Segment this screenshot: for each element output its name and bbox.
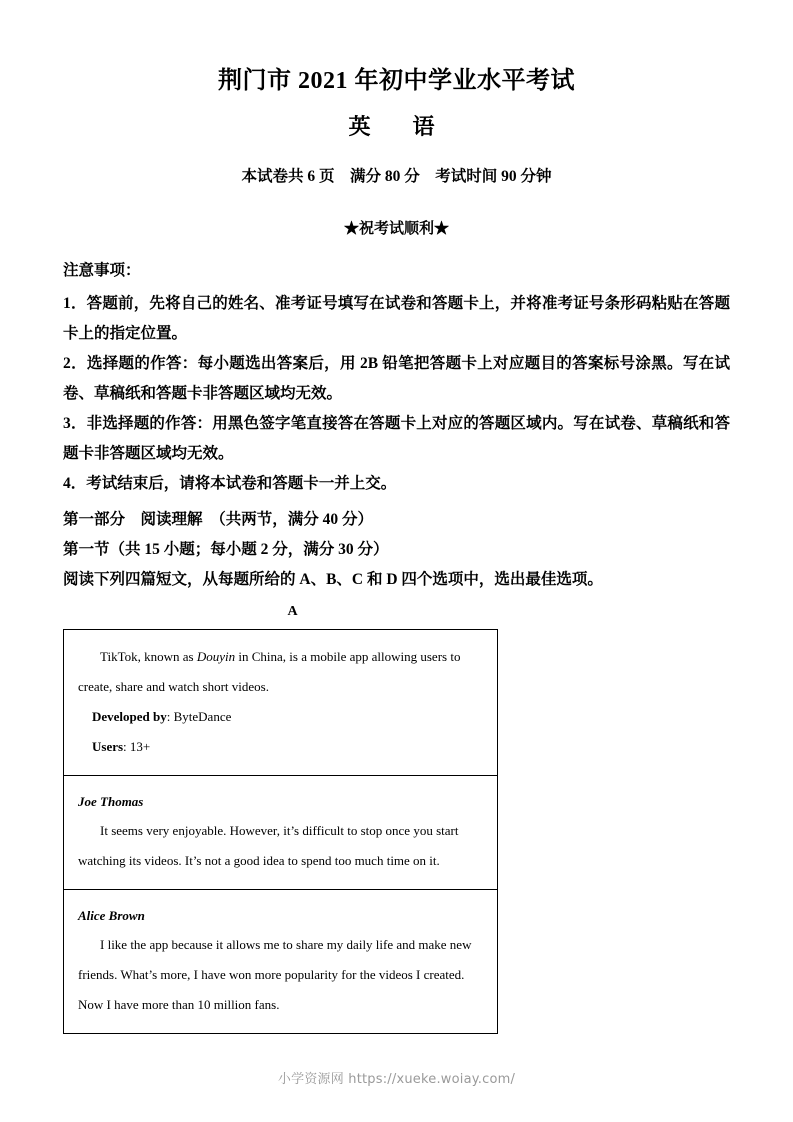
developed-by-field <box>78 702 483 732</box>
part-one-section <box>63 499 730 595</box>
section-one-heading: 第一节（共 15 小题；每小题 2 分，满分 30 分） <box>63 541 389 558</box>
reading-instruction: 阅读下列四篇短文，从每题所给的 A、B、C 和 D 四个选项中，选出最佳选项。 <box>63 571 603 588</box>
commenter-name-alice-brown: Alice Brown <box>78 908 145 923</box>
notice-item-2: 2．选择题的作答：每小题选出答案后，用 2B 铅笔把答题卡上对应题目的答案标号涂黑。写在试卷、草稿纸和答题卡非答题区域均无效。 <box>63 355 730 402</box>
notice-item-4: 4．考试结束后，请将本试卷和答题卡一并上交。 <box>63 475 397 492</box>
passage-a-box <box>63 629 498 1034</box>
passage-a-intro-text <box>78 642 483 702</box>
subject-title: 英 语 <box>348 114 445 139</box>
comment-text-alice-brown: I like the app because it allows me to share my daily life and make new friends. What’s more, I have won more popularity for the videos I created. Now I have more than 10 million fans. <box>78 937 472 1012</box>
users-value: : 13+ <box>123 739 151 754</box>
passage-a-comment-cell-2 <box>64 889 497 1033</box>
notice-item-3: 3．非选择题的作答：用黑色签字笔直接答在答题卡上对应的答题区域内。写在试卷、草稿纸和答题卡非答题区域均无效。 <box>63 415 730 462</box>
passage-a-intro-cell <box>64 630 497 775</box>
notice-heading: 注意事项： <box>63 262 141 279</box>
users-field <box>78 732 483 762</box>
notice-section <box>63 240 730 499</box>
exam-meta-line: 本试卷共 6 页 满分 80 分 考试时间 90 分钟 <box>241 168 552 185</box>
developed-by-value: : ByteDance <box>166 709 232 724</box>
notice-item-1: 1．答题前，先将自己的姓名、准考证号填写在试卷和答题卡上，并将准考证号条形码粘贴在答题卡上的指定位置。 <box>63 295 730 342</box>
page-title: 荆门市 2021 年初中学业水平考试 <box>218 68 575 94</box>
passage-label-a: A <box>287 604 298 619</box>
good-luck-line: ★祝考试顺利★ <box>343 221 449 237</box>
footer-watermark: 小学资源网 https://xueke.woiay.com/ <box>277 1072 516 1087</box>
part-one-heading: 第一部分 阅读理解 （共两节，满分 40 分） <box>63 511 374 528</box>
developed-by-label: Developed by <box>92 709 167 724</box>
intro-text-after-italic: in China, is a mobile app allowing users to create, share and watch short videos. <box>78 649 461 694</box>
users-label: Users <box>92 739 124 754</box>
intro-text-before-italic: TikTok, known as <box>100 649 197 664</box>
douyin-italic-term: Douyin <box>196 649 236 664</box>
comment-text-joe-thomas: It seems very enjoyable. However, it’s difficult to stop once you start watching its videos. It’s not a good idea to spend too much time on it. <box>78 823 459 868</box>
commenter-name-joe-thomas: Joe Thomas <box>78 794 144 809</box>
passage-a-comment-cell-1 <box>64 775 497 889</box>
